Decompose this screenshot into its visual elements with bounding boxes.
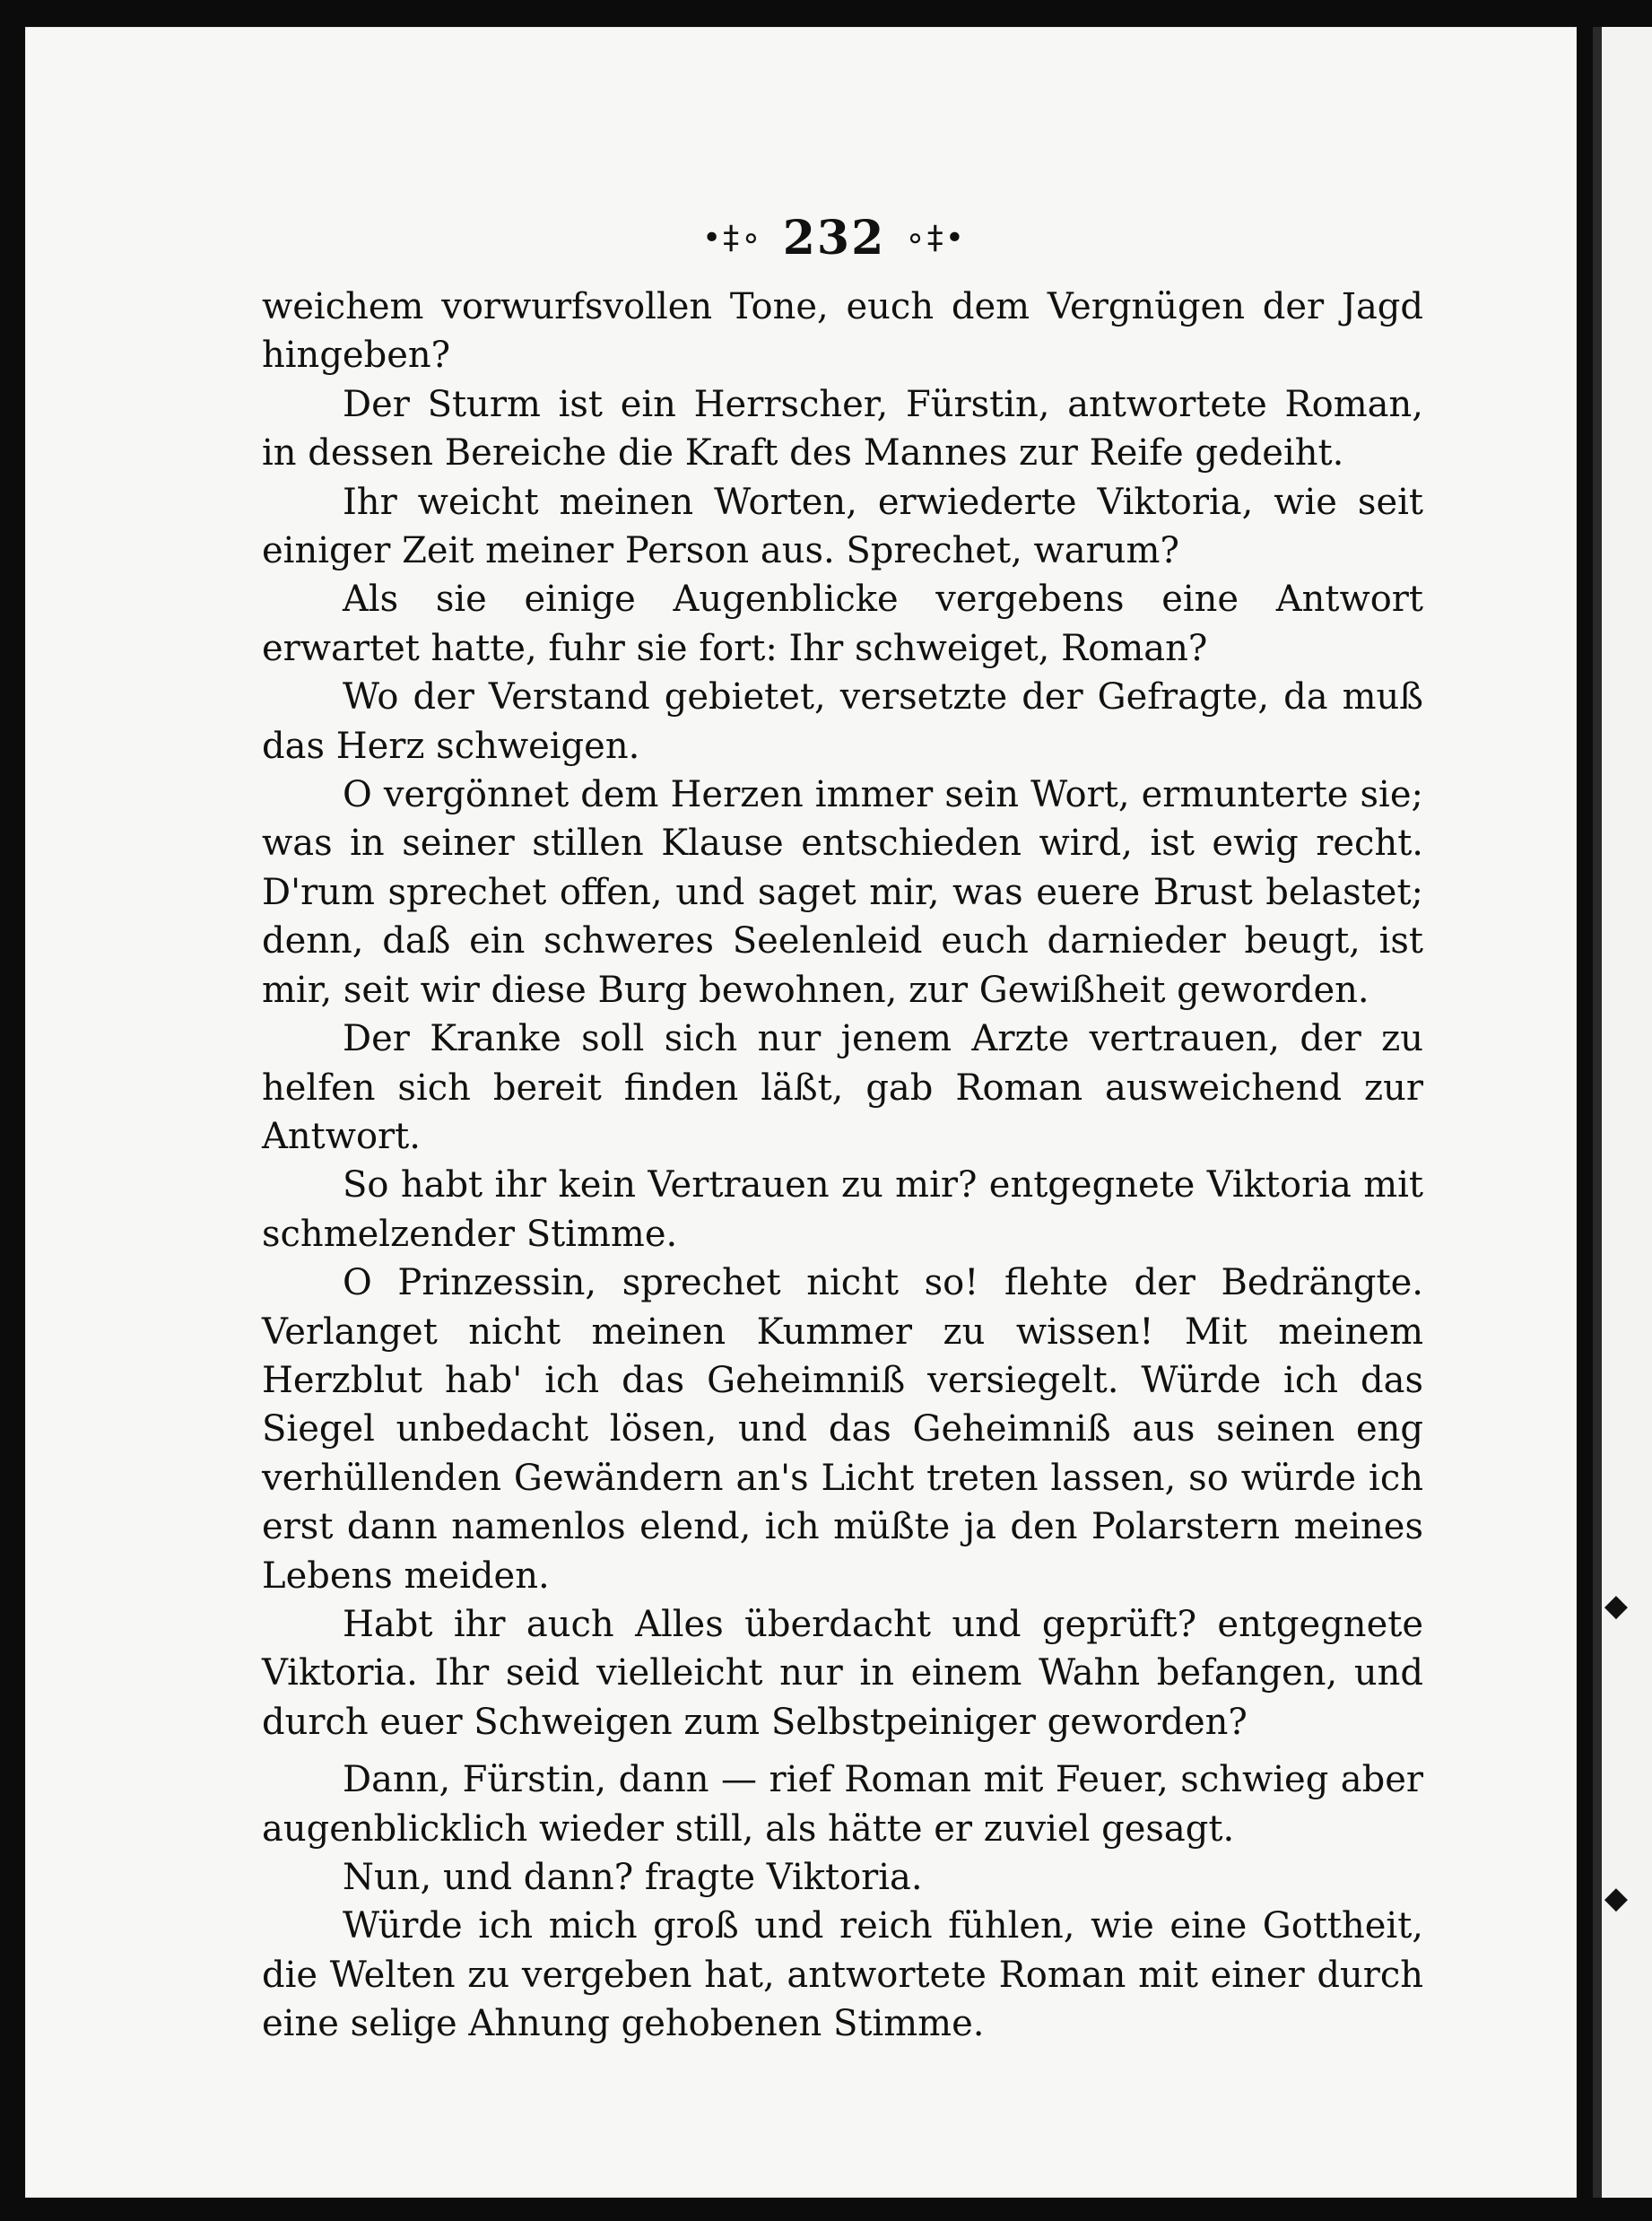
header-ornament-right: ∘‡• xyxy=(905,219,967,257)
paragraph: Dann, Fürstin, dann — rief Roman mit Feuer, schwieg aber augenblicklich wieder still, als hätte er zuviel gesagt. xyxy=(262,1759,1423,1850)
paragraph: Ihr weicht meinen Worten, erwiederte Viktoria, wie seit einiger Zeit meiner Person aus. Sprechet, warum? xyxy=(262,481,1423,572)
paragraph: Habt ihr auch Alles überdacht und geprüft? entgegnete Viktoria. Ihr seid vielleicht nur in einem Wahn befangen, und durch euer Schweigen zum Selbstpeiniger geworden? xyxy=(262,1603,1423,1743)
margin-mark-lower: ◆ xyxy=(1604,1880,1629,1916)
page-number: 232 xyxy=(782,210,886,266)
paragraph: weichem vorwurfsvollen Tone, euch dem Vergnügen der Jagd hingeben? xyxy=(262,286,1423,377)
paragraph: Nun, und dann? fragte Viktoria. xyxy=(343,1857,923,1898)
paragraph: Wo der Verstand gebietet, versetzte der Gefragte, da muß das Herz schweigen. xyxy=(262,676,1423,767)
paragraph: So habt ihr kein Vertrauen zu mir? entgegnete Viktoria mit schmelzender Stimme. xyxy=(262,1164,1423,1255)
adjacent-page-edge xyxy=(1602,27,1652,2198)
paragraph: O Prinzessin, sprechet nicht so! flehte der Bedrängte. Verlanget nicht meinen Kummer zu wissen! Mit meinem Herzblut hab' ich das Geheimniß versiegelt. Würde ich das Siegel unbedacht lösen, und das Geheimniß aus seinen eng verhüllenden Gewändern an's Licht treten lassen, so würde ich erst dann namenlos elend, ich müßte ja den Polarstern meines Lebens meiden. xyxy=(262,1262,1423,1597)
paragraph: Der Kranke soll sich nur jenem Arzte vertrauen, der zu helfen sich bereit finden läßt, gab Roman ausweichend zur Antwort. xyxy=(262,1018,1423,1157)
paragraph: Als sie einige Augenblicke vergebens eine Antwort erwartet hatte, fuhr sie fort: Ihr schweiget, Roman? xyxy=(262,579,1423,669)
binding-edge xyxy=(1593,27,1602,2198)
paragraph: O vergönnet dem Herzen immer sein Wort, ermunterte sie; was in seiner stillen Klause entschieden wird, ist ewig recht. D'rum sprechet offen, und saget mir, was euere Brust belastet; denn, daß ein schweres Seelenleid euch darnieder beugt, ist mir, seit wir diese Burg bewohnen, zur Gewißheit geworden. xyxy=(262,774,1423,1011)
paragraph: Der Sturm ist ein Herrscher, Fürstin, antwortete Roman, in dessen Bereiche die Kraft des Mannes zur Reife gedeiht. xyxy=(262,383,1423,475)
page-header xyxy=(646,206,1022,269)
header-ornament-left: •‡∘ xyxy=(701,219,763,257)
margin-mark-upper: ◆ xyxy=(1604,1588,1629,1624)
body-text xyxy=(262,283,1423,2049)
paragraph: Würde ich mich groß und reich fühlen, wie eine Gottheit, die Welten zu vergeben hat, antwortete Roman mit einer durch eine selige Ahnung gehobenen Stimme. xyxy=(262,1905,1423,2045)
